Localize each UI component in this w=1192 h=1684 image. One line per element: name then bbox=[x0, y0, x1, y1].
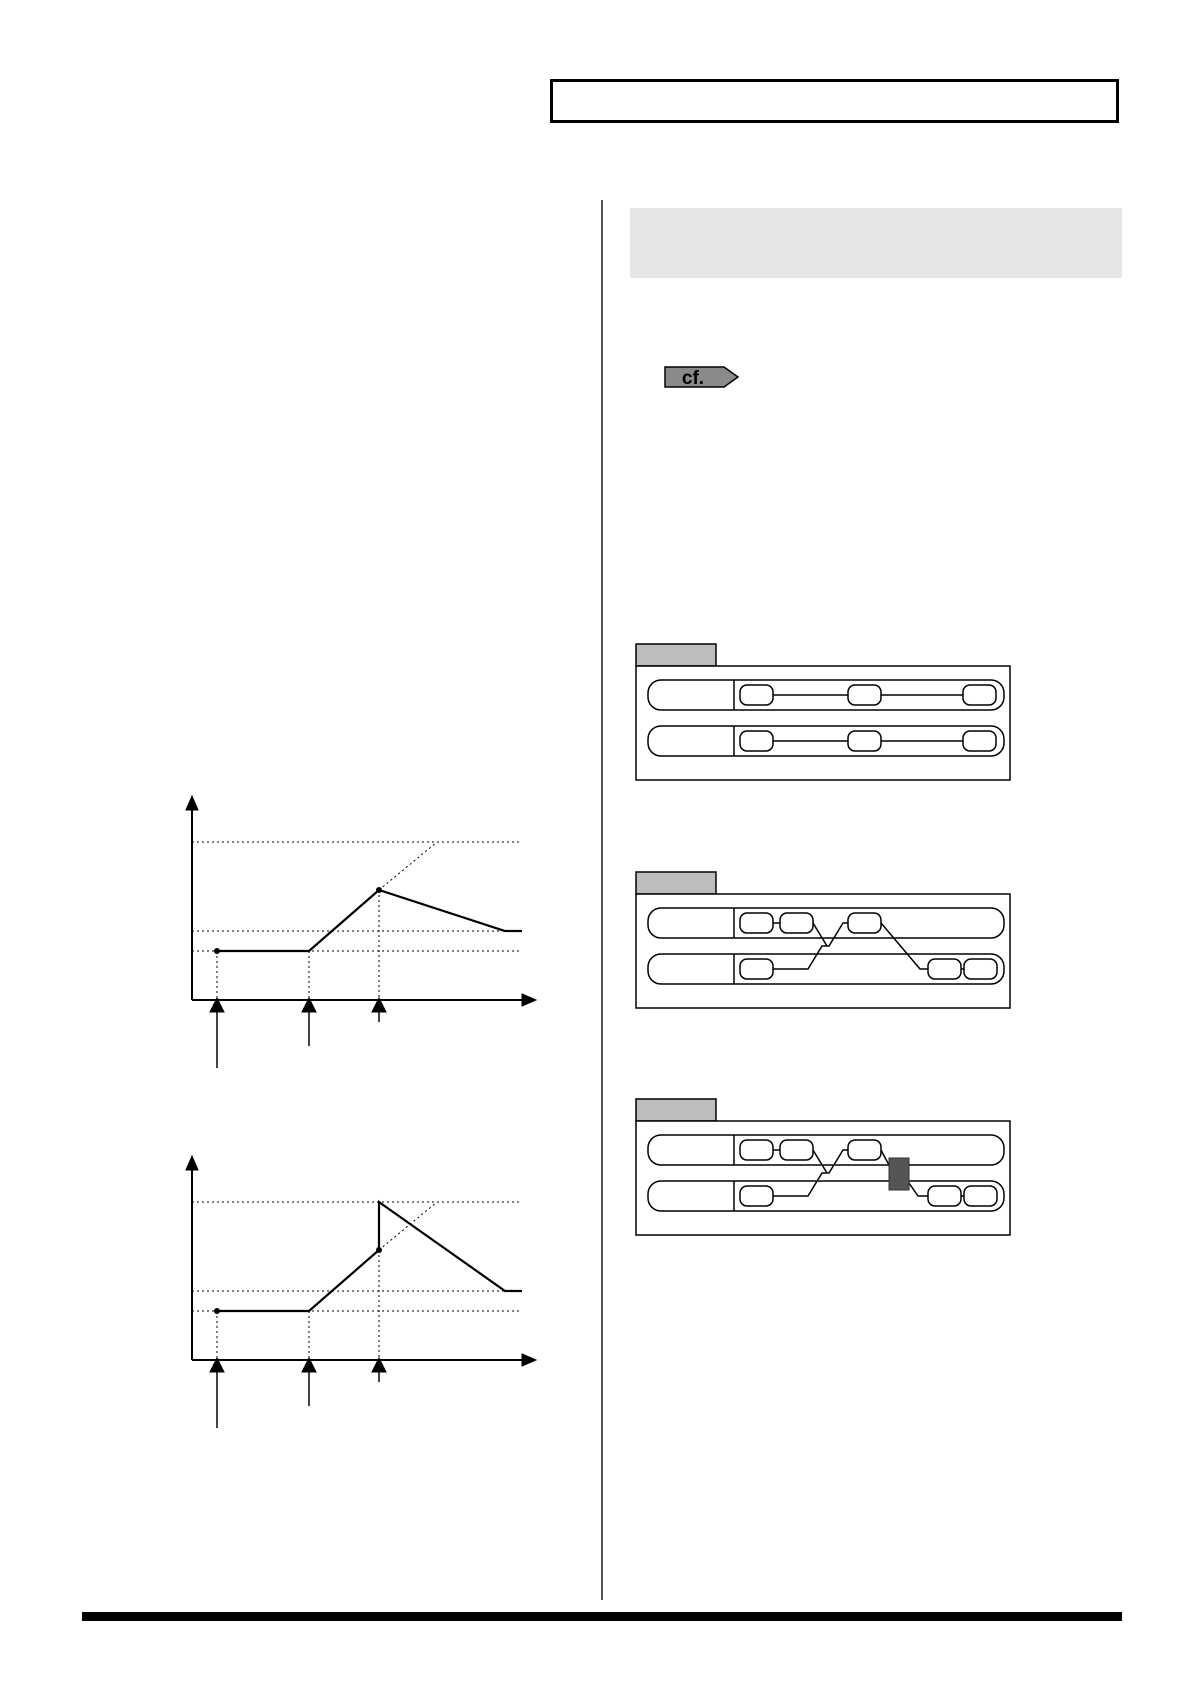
row-1-note-3 bbox=[848, 1140, 881, 1160]
footer-rule bbox=[82, 1612, 1122, 1621]
row-2-note-1 bbox=[740, 959, 773, 979]
row-2-note-2 bbox=[928, 959, 961, 979]
y-axis-arrow bbox=[186, 1156, 198, 1170]
timing-diagram-2 bbox=[634, 870, 1014, 1010]
x-axis-arrow bbox=[522, 994, 536, 1006]
tab bbox=[636, 872, 716, 894]
hold-block bbox=[889, 1158, 909, 1190]
projection-dashed bbox=[379, 842, 437, 890]
frame bbox=[636, 666, 1010, 780]
row-1-note-3 bbox=[848, 913, 881, 933]
y-axis-arrow bbox=[186, 796, 198, 810]
row-1-note-2 bbox=[780, 1140, 813, 1160]
tab bbox=[636, 1099, 716, 1121]
point-peak bbox=[376, 1247, 382, 1253]
header-box bbox=[550, 79, 1119, 123]
section-heading bbox=[630, 208, 1122, 236]
point-peak bbox=[376, 887, 382, 893]
row-1-note-2 bbox=[780, 913, 813, 933]
row-2-note-1 bbox=[740, 1186, 773, 1206]
timing-diagram-3 bbox=[634, 1097, 1014, 1237]
row-1-note-1 bbox=[740, 913, 773, 933]
row-2-note-3 bbox=[964, 959, 997, 979]
section-heading-band bbox=[630, 208, 1122, 278]
row-1-note-3 bbox=[963, 685, 996, 705]
frame bbox=[636, 894, 1010, 1008]
envelope-line bbox=[217, 1202, 522, 1311]
column-divider bbox=[601, 200, 603, 1600]
row-2-note-2 bbox=[848, 731, 881, 751]
point-start bbox=[214, 948, 220, 954]
row-2-note-3 bbox=[964, 1186, 997, 1206]
cf-badge-label: cf. bbox=[681, 368, 705, 389]
envelope-graph-2 bbox=[160, 1150, 540, 1440]
row-1-note-1 bbox=[740, 685, 773, 705]
row-1-note-1 bbox=[740, 1140, 773, 1160]
row-2-note-3 bbox=[963, 731, 996, 751]
tab bbox=[636, 644, 716, 666]
row-2-note-1 bbox=[740, 731, 773, 751]
row-2-note-2 bbox=[928, 1186, 961, 1206]
envelope-line bbox=[217, 890, 522, 951]
envelope-graph-1 bbox=[160, 790, 540, 1080]
point-start bbox=[214, 1308, 220, 1314]
frame bbox=[636, 1121, 1010, 1235]
timing-diagram-1 bbox=[634, 642, 1014, 782]
x-axis-arrow bbox=[522, 1354, 536, 1366]
row-1-note-2 bbox=[848, 685, 881, 705]
cf-badge bbox=[664, 365, 740, 389]
